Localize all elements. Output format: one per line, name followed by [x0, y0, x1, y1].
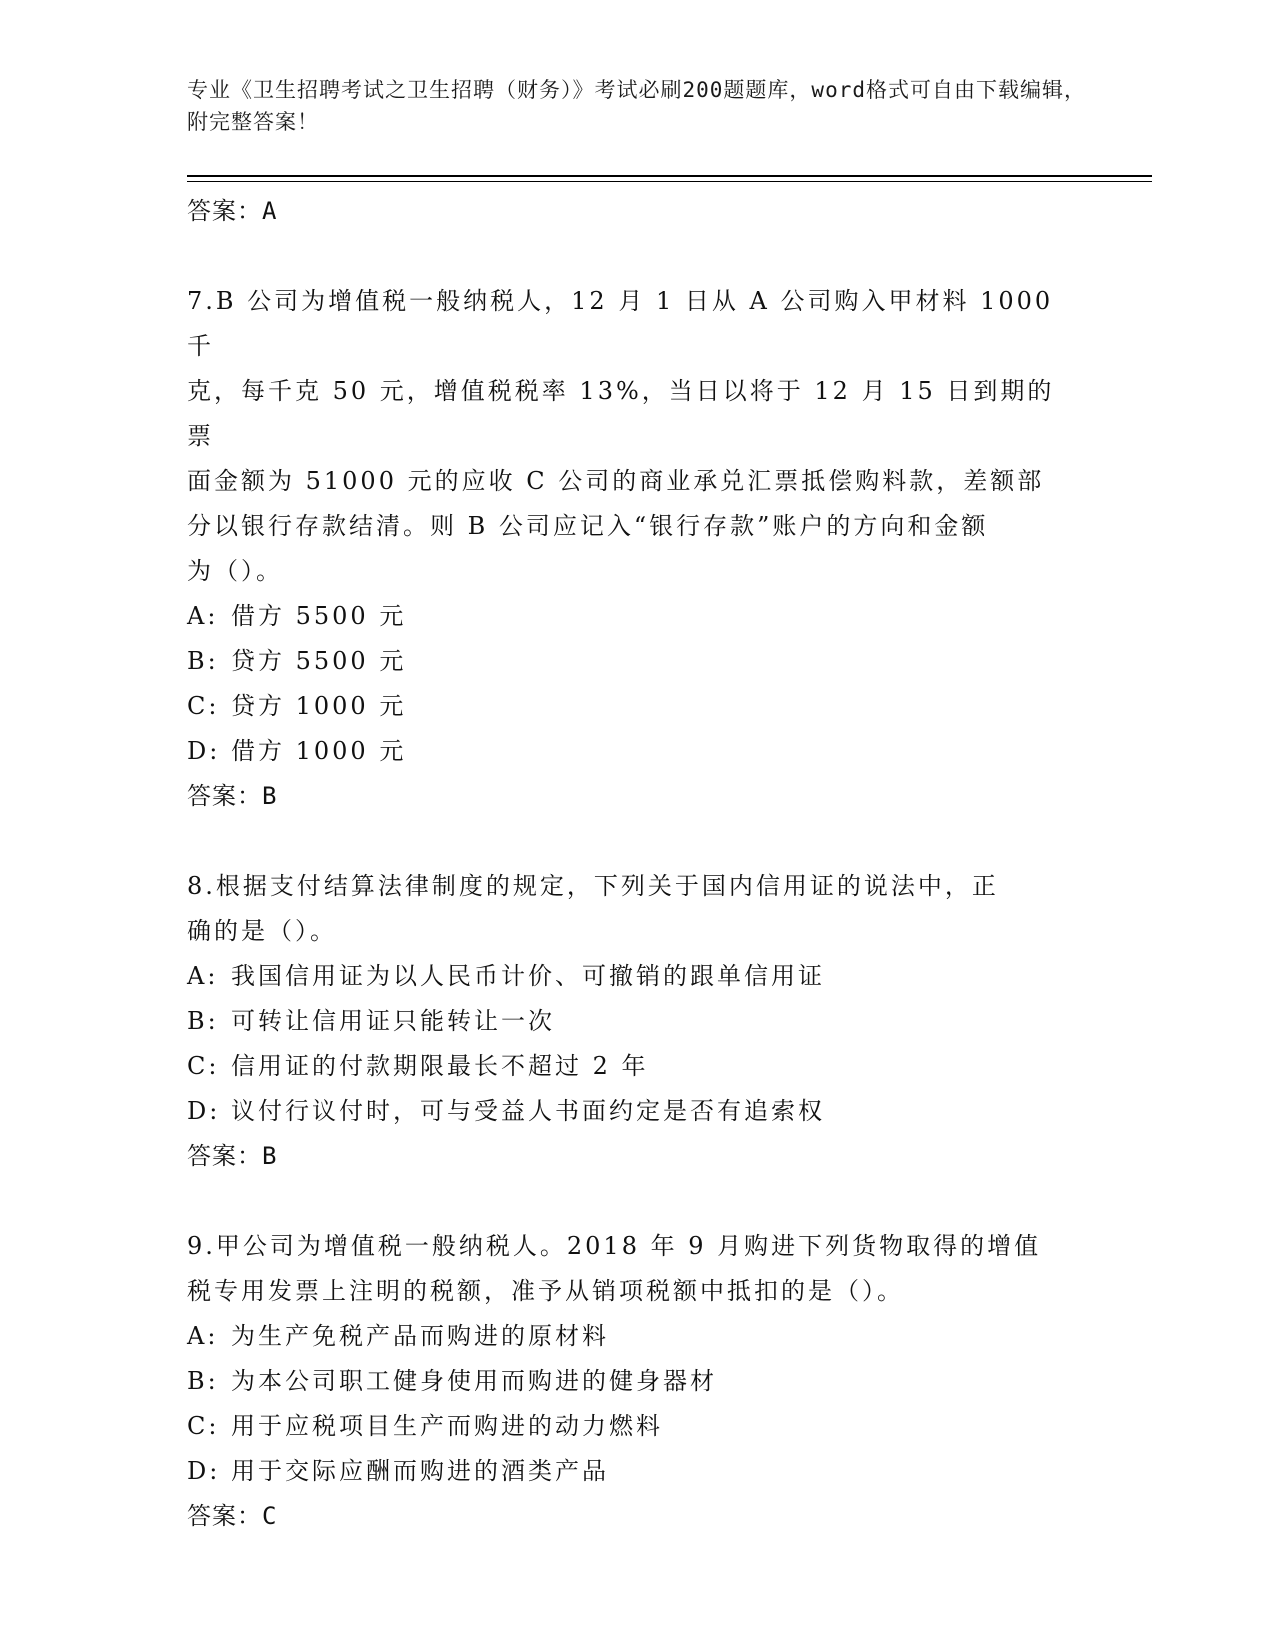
option-d — [187, 1089, 1067, 1134]
question-line: 克，每千克 50 元，增值税税率 13%，当日以将于 12 月 15 日到期的票 — [187, 377, 1055, 450]
option-text: 贷方 1000 元 — [231, 692, 407, 720]
option-letter: C: — [187, 1412, 220, 1440]
option-b — [187, 1359, 1067, 1404]
question-line: 为（）。 — [187, 557, 283, 585]
option-letter: D: — [187, 1457, 221, 1485]
option-letter: A: — [187, 602, 219, 630]
question-line: 面金额为 51000 元的应收 C 公司的商业承兑汇票抵偿购料款，差额部 — [187, 467, 1045, 495]
option-letter: D: — [187, 737, 221, 765]
option-text: 借方 1000 元 — [231, 737, 407, 765]
option-c — [187, 1044, 1067, 1089]
option-d — [187, 1449, 1067, 1494]
option-a — [187, 954, 1067, 999]
question-line: 7.B 公司为增值税一般纳税人，12 月 1 日从 A 公司购入甲材料 1000 千 — [187, 287, 1054, 360]
answer: 答案：B — [187, 1142, 278, 1170]
option-letter: C: — [187, 1052, 220, 1080]
question-line: 分以银行存款结清。则 B 公司应记入“银行存款”账户的方向和金额 — [187, 512, 989, 540]
option-b — [187, 999, 1067, 1044]
question-line: 税专用发票上注明的税额，准予从销项税额中抵扣的是（）。 — [187, 1277, 904, 1305]
option-c — [187, 684, 1067, 729]
option-letter: B: — [187, 647, 219, 675]
header-divider-thin — [187, 181, 1152, 182]
option-text: 用于应税项目生产而购进的动力燃料 — [231, 1412, 663, 1440]
answer: 答案：C — [187, 1502, 278, 1530]
page-header: 专业《卫生招聘考试之卫生招聘（财务）》考试必刷200题题库，word格式可自由下载编辑，附完整答案！ — [187, 78, 1086, 134]
option-letter: A: — [187, 1322, 219, 1350]
question-line: 8.根据支付结算法律制度的规定，下列关于国内信用证的说法中，正 — [187, 872, 999, 900]
option-c — [187, 1404, 1067, 1449]
option-text: 为本公司职工健身使用而购进的健身器材 — [231, 1367, 717, 1395]
option-letter: C: — [187, 692, 220, 720]
option-text: 贷方 5500 元 — [231, 647, 407, 675]
option-letter: A: — [187, 962, 219, 990]
option-text: 为生产免税产品而购进的原材料 — [231, 1322, 609, 1350]
question-7 — [187, 279, 1067, 819]
header-divider-thick — [187, 175, 1152, 177]
option-text: 用于交际应酬而购进的酒类产品 — [231, 1457, 609, 1485]
answer: 答案：B — [187, 782, 278, 810]
option-text: 议付行议付时，可与受益人书面约定是否有追索权 — [231, 1097, 825, 1125]
question-line: 9.甲公司为增值税一般纳税人。2018 年 9 月购进下列货物取得的增值 — [187, 1232, 1042, 1260]
option-letter: B: — [187, 1367, 219, 1395]
option-text: 借方 5500 元 — [231, 602, 407, 630]
option-a — [187, 1314, 1067, 1359]
question-line: 确的是（）。 — [187, 917, 337, 945]
option-text: 信用证的付款期限最长不超过 2 年 — [231, 1052, 649, 1080]
option-a — [187, 594, 1067, 639]
question-9 — [187, 1224, 1067, 1539]
question-8 — [187, 864, 1067, 1179]
option-b — [187, 639, 1067, 684]
document-body — [187, 189, 1067, 1539]
option-letter: D: — [187, 1097, 221, 1125]
option-letter: B: — [187, 1007, 219, 1035]
option-d — [187, 729, 1067, 774]
option-text: 我国信用证为以人民币计价、可撤销的跟单信用证 — [231, 962, 825, 990]
previous-answer: 答案：A — [187, 197, 278, 225]
option-text: 可转让信用证只能转让一次 — [231, 1007, 555, 1035]
